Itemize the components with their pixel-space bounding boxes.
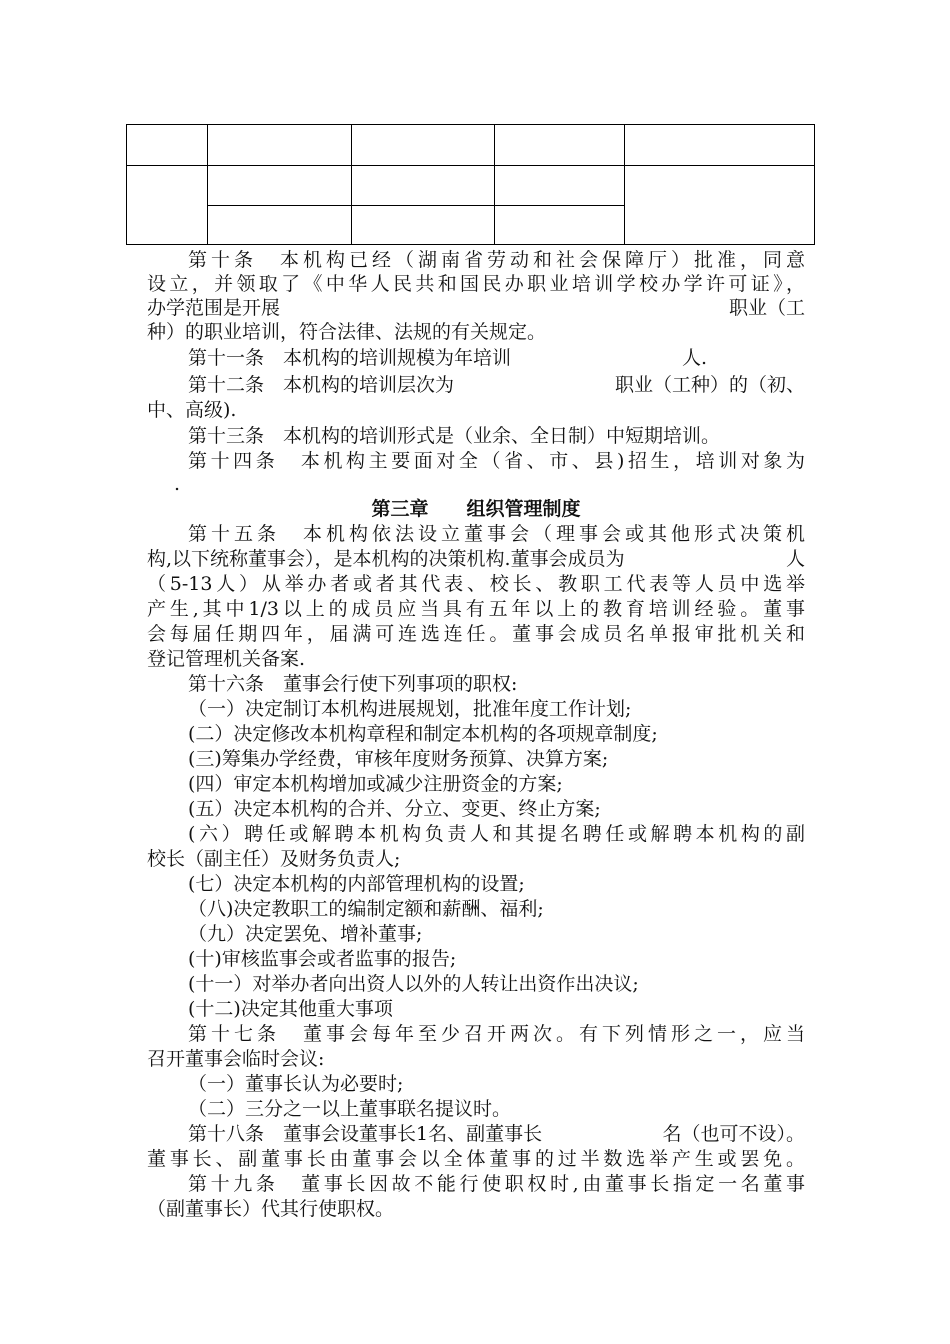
article-15-line-3: （5-13人）从举办者或者其代表、校长、教职工代表等人员中选举 [147, 573, 805, 595]
list-item: （二）三分之一以上董事联名提议时。 [188, 1098, 512, 1120]
list-item: (五）决定本机构的合并、分立、变更、终止方案; [188, 798, 601, 820]
table-col-line [494, 125, 495, 244]
article-17-line-1: 第十七条 董事会每年至少召开两次。有下列情形之一，应当 [188, 1023, 805, 1045]
empty-table [126, 124, 815, 245]
article-10-line-3 [147, 296, 805, 320]
list-item: (十二)决定其他重大事项 [188, 998, 393, 1020]
list-item: (十)审核监事会或者监事的报告; [188, 948, 457, 970]
text-fragment: 第十二条 本机构的培训层次为 [188, 374, 455, 396]
list-item: （一）董事长认为必要时; [188, 1073, 404, 1095]
table-col-line [351, 125, 352, 244]
article-18-line-1 [188, 1122, 805, 1146]
list-item: （一）决定制订本机构进展规划，批准年度工作计划; [188, 698, 632, 720]
article-18-line-2: 董事长、副董事长由董事会以全体董事的过半数选举产生或罢免。 [147, 1148, 805, 1170]
article-10-line-1: 第十条 本机构已经（湖南省劳动和社会保障厅）批准，同意 [188, 249, 805, 271]
list-item: (六）聘任或解聘本机构负责人和其提名聘任或解聘本机构的副 [188, 823, 805, 845]
list-item: (三)筹集办学经费，审核年度财务预算、决算方案; [188, 748, 609, 770]
list-item: （九）决定罢免、增补董事; [188, 923, 423, 945]
article-12-line-2: 中、高级). [147, 399, 237, 421]
article-15-line-6: 登记管理机关备案. [147, 648, 306, 670]
chapter-title: 第三章 组织管理制度 [371, 498, 581, 520]
table-row-line [207, 205, 625, 206]
list-item-continuation: 校长（副主任）及财务负责人; [147, 848, 401, 870]
table-col-line [207, 125, 208, 244]
text-fragment: 人 [785, 548, 805, 570]
article-13-line: 第十三条 本机构的培训形式是（业余、全日制）中短期培训。 [188, 425, 721, 447]
article-19-line-1: 第十九条 董事长因故不能行使职权时,由董事长指定一名董事 [188, 1173, 805, 1195]
table-col-line [624, 125, 625, 244]
article-17-line-2: 召开董事会临时会议: [147, 1048, 325, 1070]
table-row-line [127, 165, 814, 166]
article-10-line-2: 设立，并领取了《中华人民共和国民办职业培训学校办学许可证》， [147, 273, 805, 295]
list-item: (七）决定本机构的内部管理机构的设置; [188, 873, 525, 895]
list-item: (二）决定修改本机构章程和制定本机构的各项规章制度; [188, 723, 658, 745]
article-15-line-4: 产生,其中1/3以上的成员应当具有五年以上的教育培训经验。董事 [147, 598, 805, 620]
text-fragment: 办学范围是开展 [147, 297, 281, 319]
article-19-line-2: （副董事长）代其行使职权。 [147, 1198, 395, 1220]
article-14-line-1: 第十四条 本机构主要面对全（省、市、县)招生，培训对象为 [188, 450, 805, 472]
list-item: (十一）对举办者向出资人以外的人转让出资作出决议; [188, 973, 639, 995]
article-16-line: 第十六条 董事会行使下列事项的职权: [188, 673, 518, 695]
text-fragment: 构,以下统称董事会），是本机构的决策机构.董事会成员为 [147, 548, 625, 570]
text-fragment: 人. [682, 347, 708, 369]
list-item: (四）审定本机构增加或减少注册资金的方案; [188, 773, 563, 795]
article-11-line [188, 346, 805, 370]
article-15-line-1: 第十五条 本机构依法设立董事会（理事会或其他形式决策机 [188, 523, 805, 545]
article-14-line-2: . [174, 473, 181, 495]
text-fragment: 职业（工 [728, 297, 805, 319]
text-fragment: 职业（工种）的（初、 [614, 374, 805, 396]
list-item: （八)决定教职工的编制定额和薪酬、福利; [188, 898, 544, 920]
article-15-line-2 [147, 547, 805, 571]
text-fragment: 第十八条 董事会设董事长1名、副董事长 [188, 1123, 543, 1145]
article-12-line-1 [188, 373, 805, 397]
article-15-line-5: 会每届任期四年，届满可连选连任。董事会成员名单报审批机关和 [147, 623, 805, 645]
text-fragment: 第十一条 本机构的培训规模为年培训 [188, 347, 512, 369]
text-fragment: 名（也可不设）。 [662, 1123, 805, 1145]
article-10-line-4: 种）的职业培训，符合法律、法规的有关规定。 [147, 321, 547, 343]
